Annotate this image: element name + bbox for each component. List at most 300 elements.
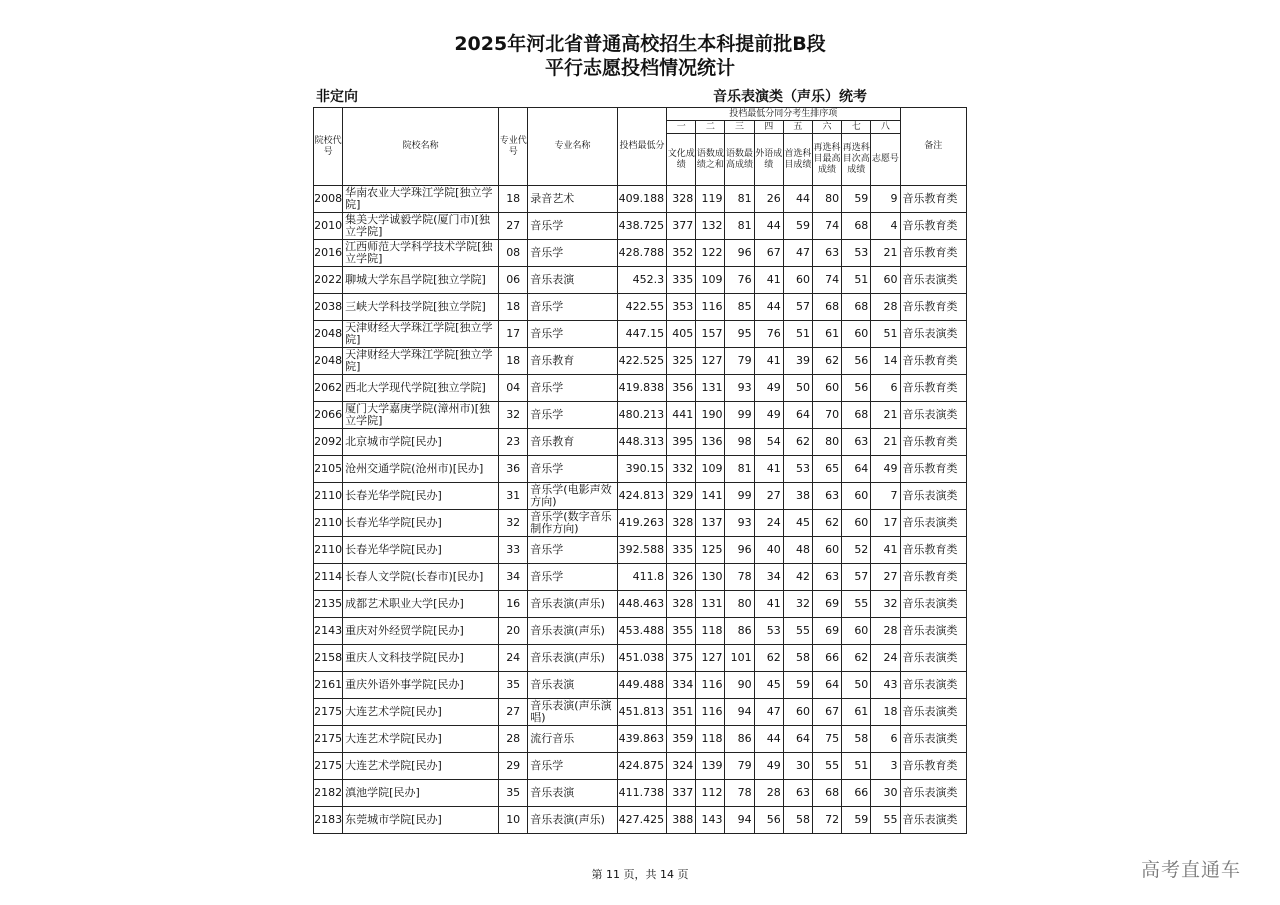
cell-major-name: 音乐学 xyxy=(528,375,618,402)
cell-remark: 音乐表演类 xyxy=(900,672,967,699)
cell-second-subject-max: 74 xyxy=(812,213,841,240)
cell-second-subject-max: 66 xyxy=(812,645,841,672)
cell-second-subject-next: 55 xyxy=(842,591,871,618)
cell-first-subject-score: 30 xyxy=(783,753,812,780)
cell-foreign-lang-score: 49 xyxy=(754,402,783,429)
cell-foreign-lang-score: 41 xyxy=(754,591,783,618)
cell-culture-score: 356 xyxy=(667,375,696,402)
cell-culture-score: 359 xyxy=(667,726,696,753)
header-ordinal: 七 xyxy=(842,121,871,134)
cell-choice-number: 9 xyxy=(871,186,900,213)
table-row xyxy=(314,645,967,672)
cell-first-subject-score: 51 xyxy=(783,321,812,348)
cell-choice-number: 41 xyxy=(871,537,900,564)
cell-school-code: 2114 xyxy=(314,564,343,591)
cell-foreign-lang-score: 27 xyxy=(754,483,783,510)
cell-second-subject-max: 72 xyxy=(812,807,841,834)
cell-school-name: 重庆对外经贸学院[民办] xyxy=(343,618,499,645)
cell-culture-score: 328 xyxy=(667,591,696,618)
cell-chinese-math-sum: 109 xyxy=(696,267,725,294)
table-row xyxy=(314,186,967,213)
header-min-score: 投档最低分 xyxy=(617,108,666,186)
cell-school-name: 重庆外语外事学院[民办] xyxy=(343,672,499,699)
cell-school-name: 东莞城市学院[民办] xyxy=(343,807,499,834)
cell-foreign-lang-score: 34 xyxy=(754,564,783,591)
table-row xyxy=(314,456,967,483)
cell-chinese-math-max: 81 xyxy=(725,186,754,213)
cell-major-name: 音乐表演(声乐) xyxy=(528,591,618,618)
cell-chinese-math-sum: 139 xyxy=(696,753,725,780)
header-school-name: 院校名称 xyxy=(343,108,499,186)
header-tie-item: 再选科目最高成绩 xyxy=(812,134,841,186)
table-row xyxy=(314,537,967,564)
cell-remark: 音乐表演类 xyxy=(900,510,967,537)
cell-chinese-math-max: 79 xyxy=(725,753,754,780)
cell-chinese-math-max: 90 xyxy=(725,672,754,699)
cell-chinese-math-sum: 132 xyxy=(696,213,725,240)
page-title-line1: 2025年河北省普通高校招生本科提前批B段 xyxy=(454,33,826,55)
cell-choice-number: 27 xyxy=(871,564,900,591)
cell-major-code: 18 xyxy=(499,186,528,213)
cell-min-score: 448.463 xyxy=(617,591,666,618)
cell-foreign-lang-score: 44 xyxy=(754,294,783,321)
cell-school-code: 2175 xyxy=(314,726,343,753)
cell-first-subject-score: 57 xyxy=(783,294,812,321)
cell-first-subject-score: 42 xyxy=(783,564,812,591)
cell-major-name: 流行音乐 xyxy=(528,726,618,753)
cell-major-name: 音乐学 xyxy=(528,240,618,267)
cell-second-subject-max: 69 xyxy=(812,591,841,618)
cell-major-name: 音乐学 xyxy=(528,456,618,483)
cell-min-score: 451.813 xyxy=(617,699,666,726)
cell-chinese-math-max: 81 xyxy=(725,213,754,240)
cell-major-name: 音乐学 xyxy=(528,294,618,321)
cell-major-name: 音乐学 xyxy=(528,753,618,780)
cell-second-subject-next: 60 xyxy=(842,321,871,348)
cell-chinese-math-max: 85 xyxy=(725,294,754,321)
cell-chinese-math-sum: 137 xyxy=(696,510,725,537)
cell-foreign-lang-score: 26 xyxy=(754,186,783,213)
cell-remark: 音乐教育类 xyxy=(900,537,967,564)
header-ordinal: 八 xyxy=(871,121,900,134)
cell-min-score: 422.55 xyxy=(617,294,666,321)
cell-second-subject-next: 56 xyxy=(842,348,871,375)
cell-min-score: 390.15 xyxy=(617,456,666,483)
cell-culture-score: 405 xyxy=(667,321,696,348)
cell-foreign-lang-score: 44 xyxy=(754,726,783,753)
cell-culture-score: 395 xyxy=(667,429,696,456)
cell-chinese-math-sum: 116 xyxy=(696,699,725,726)
cell-second-subject-next: 53 xyxy=(842,240,871,267)
cell-major-name: 音乐表演 xyxy=(528,672,618,699)
cell-chinese-math-sum: 119 xyxy=(696,186,725,213)
cell-chinese-math-max: 99 xyxy=(725,402,754,429)
cell-chinese-math-sum: 118 xyxy=(696,618,725,645)
cell-school-name: 沧州交通学院(沧州市)[民办] xyxy=(343,456,499,483)
cell-culture-score: 326 xyxy=(667,564,696,591)
cell-chinese-math-sum: 143 xyxy=(696,807,725,834)
header-tie-group: 投档最低分同分考生排序项 xyxy=(667,108,900,121)
cell-second-subject-max: 68 xyxy=(812,780,841,807)
cell-second-subject-next: 50 xyxy=(842,672,871,699)
cell-min-score: 424.875 xyxy=(617,753,666,780)
cell-choice-number: 51 xyxy=(871,321,900,348)
cell-second-subject-next: 58 xyxy=(842,726,871,753)
header-tie-item: 文化成绩 xyxy=(667,134,696,186)
cell-second-subject-next: 57 xyxy=(842,564,871,591)
cell-min-score: 447.15 xyxy=(617,321,666,348)
cell-school-code: 2110 xyxy=(314,537,343,564)
table-row xyxy=(314,672,967,699)
cell-school-name: 厦门大学嘉庚学院(漳州市)[独立学院] xyxy=(343,402,499,429)
table-row xyxy=(314,510,967,537)
table-row xyxy=(314,564,967,591)
cell-choice-number: 43 xyxy=(871,672,900,699)
cell-first-subject-score: 53 xyxy=(783,456,812,483)
cell-remark: 音乐表演类 xyxy=(900,483,967,510)
cell-foreign-lang-score: 47 xyxy=(754,699,783,726)
header-ordinal: 四 xyxy=(754,121,783,134)
cell-major-name: 音乐表演 xyxy=(528,267,618,294)
cell-chinese-math-sum: 109 xyxy=(696,456,725,483)
cell-foreign-lang-score: 44 xyxy=(754,213,783,240)
header-ordinal: 五 xyxy=(783,121,812,134)
cell-school-name: 天津财经大学珠江学院[独立学院] xyxy=(343,321,499,348)
cell-school-code: 2105 xyxy=(314,456,343,483)
cell-second-subject-next: 62 xyxy=(842,645,871,672)
cell-second-subject-max: 65 xyxy=(812,456,841,483)
admission-table xyxy=(313,107,967,834)
cell-second-subject-max: 61 xyxy=(812,321,841,348)
cell-chinese-math-max: 78 xyxy=(725,780,754,807)
cell-remark: 音乐表演类 xyxy=(900,618,967,645)
page-title-line2: 平行志愿投档情况统计 xyxy=(544,57,735,79)
cell-second-subject-next: 63 xyxy=(842,429,871,456)
cell-culture-score: 325 xyxy=(667,348,696,375)
cell-chinese-math-sum: 122 xyxy=(696,240,725,267)
cell-min-score: 428.788 xyxy=(617,240,666,267)
cell-remark: 音乐教育类 xyxy=(900,753,967,780)
cell-choice-number: 21 xyxy=(871,402,900,429)
cell-second-subject-max: 63 xyxy=(812,240,841,267)
cell-remark: 音乐表演类 xyxy=(900,402,967,429)
cell-second-subject-max: 63 xyxy=(812,564,841,591)
cell-culture-score: 328 xyxy=(667,510,696,537)
cell-second-subject-max: 69 xyxy=(812,618,841,645)
cell-foreign-lang-score: 53 xyxy=(754,618,783,645)
cell-school-code: 2183 xyxy=(314,807,343,834)
header-tie-item: 再选科目次高成绩 xyxy=(842,134,871,186)
table-row xyxy=(314,726,967,753)
cell-major-name: 音乐学 xyxy=(528,321,618,348)
cell-choice-number: 28 xyxy=(871,294,900,321)
header-tie-item: 志愿号 xyxy=(871,134,900,186)
cell-school-name: 长春人文学院(长春市)[民办] xyxy=(343,564,499,591)
cell-chinese-math-max: 93 xyxy=(725,375,754,402)
cell-culture-score: 335 xyxy=(667,537,696,564)
cell-chinese-math-max: 99 xyxy=(725,483,754,510)
cell-remark: 音乐教育类 xyxy=(900,456,967,483)
cell-school-code: 2161 xyxy=(314,672,343,699)
cell-second-subject-max: 62 xyxy=(812,510,841,537)
subtitle-major-type: 音乐表演类（声乐）统考 xyxy=(713,89,867,105)
cell-school-code: 2062 xyxy=(314,375,343,402)
cell-remark: 音乐表演类 xyxy=(900,726,967,753)
cell-remark: 音乐表演类 xyxy=(900,699,967,726)
cell-chinese-math-max: 95 xyxy=(725,321,754,348)
cell-culture-score: 441 xyxy=(667,402,696,429)
cell-school-code: 2016 xyxy=(314,240,343,267)
cell-remark: 音乐表演类 xyxy=(900,321,967,348)
cell-chinese-math-sum: 157 xyxy=(696,321,725,348)
header-ordinal: 六 xyxy=(812,121,841,134)
cell-second-subject-next: 51 xyxy=(842,753,871,780)
header-tie-item: 外语成绩 xyxy=(754,134,783,186)
cell-first-subject-score: 62 xyxy=(783,429,812,456)
cell-foreign-lang-score: 67 xyxy=(754,240,783,267)
header-tie-item: 首选科目成绩 xyxy=(783,134,812,186)
table-row xyxy=(314,807,967,834)
table-row xyxy=(314,402,967,429)
cell-choice-number: 14 xyxy=(871,348,900,375)
cell-school-code: 2158 xyxy=(314,645,343,672)
cell-second-subject-max: 55 xyxy=(812,753,841,780)
cell-major-code: 33 xyxy=(499,537,528,564)
cell-remark: 音乐表演类 xyxy=(900,267,967,294)
cell-foreign-lang-score: 41 xyxy=(754,267,783,294)
cell-chinese-math-sum: 141 xyxy=(696,483,725,510)
cell-second-subject-max: 63 xyxy=(812,483,841,510)
cell-culture-score: 377 xyxy=(667,213,696,240)
cell-major-name: 音乐教育 xyxy=(528,348,618,375)
cell-culture-score: 332 xyxy=(667,456,696,483)
cell-major-name: 音乐学(数字音乐制作方向) xyxy=(528,510,618,537)
cell-school-name: 三峡大学科技学院[独立学院] xyxy=(343,294,499,321)
cell-school-name: 北京城市学院[民办] xyxy=(343,429,499,456)
cell-foreign-lang-score: 41 xyxy=(754,348,783,375)
cell-chinese-math-max: 96 xyxy=(725,537,754,564)
cell-school-code: 2175 xyxy=(314,699,343,726)
cell-major-name: 音乐学 xyxy=(528,402,618,429)
table-row xyxy=(314,348,967,375)
cell-second-subject-max: 80 xyxy=(812,186,841,213)
cell-choice-number: 6 xyxy=(871,375,900,402)
cell-chinese-math-max: 78 xyxy=(725,564,754,591)
cell-first-subject-score: 39 xyxy=(783,348,812,375)
cell-major-code: 27 xyxy=(499,213,528,240)
cell-second-subject-next: 61 xyxy=(842,699,871,726)
cell-school-name: 成都艺术职业大学[民办] xyxy=(343,591,499,618)
cell-foreign-lang-score: 49 xyxy=(754,753,783,780)
cell-chinese-math-sum: 130 xyxy=(696,564,725,591)
cell-second-subject-max: 75 xyxy=(812,726,841,753)
cell-choice-number: 18 xyxy=(871,699,900,726)
cell-foreign-lang-score: 45 xyxy=(754,672,783,699)
header-ordinal: 三 xyxy=(725,121,754,134)
cell-choice-number: 28 xyxy=(871,618,900,645)
cell-school-code: 2092 xyxy=(314,429,343,456)
cell-choice-number: 30 xyxy=(871,780,900,807)
cell-chinese-math-max: 94 xyxy=(725,807,754,834)
cell-chinese-math-max: 93 xyxy=(725,510,754,537)
cell-foreign-lang-score: 49 xyxy=(754,375,783,402)
header-major-name: 专业名称 xyxy=(528,108,618,186)
cell-major-name: 音乐学 xyxy=(528,213,618,240)
cell-foreign-lang-score: 54 xyxy=(754,429,783,456)
cell-second-subject-next: 68 xyxy=(842,213,871,240)
table-row xyxy=(314,618,967,645)
cell-choice-number: 60 xyxy=(871,267,900,294)
cell-chinese-math-max: 101 xyxy=(725,645,754,672)
header-school-code: 院校代号 xyxy=(314,108,343,186)
cell-major-code: 10 xyxy=(499,807,528,834)
cell-chinese-math-sum: 136 xyxy=(696,429,725,456)
cell-min-score: 419.838 xyxy=(617,375,666,402)
cell-culture-score: 335 xyxy=(667,267,696,294)
cell-school-name: 江西师范大学科学技术学院[独立学院] xyxy=(343,240,499,267)
cell-chinese-math-sum: 127 xyxy=(696,348,725,375)
cell-school-code: 2110 xyxy=(314,483,343,510)
cell-culture-score: 351 xyxy=(667,699,696,726)
cell-school-name: 大连艺术学院[民办] xyxy=(343,753,499,780)
cell-school-name: 聊城大学东昌学院[独立学院] xyxy=(343,267,499,294)
cell-second-subject-next: 66 xyxy=(842,780,871,807)
cell-school-name: 长春光华学院[民办] xyxy=(343,483,499,510)
header-ordinal: 二 xyxy=(696,121,725,134)
table-row xyxy=(314,375,967,402)
cell-first-subject-score: 58 xyxy=(783,807,812,834)
cell-chinese-math-sum: 127 xyxy=(696,645,725,672)
cell-first-subject-score: 55 xyxy=(783,618,812,645)
cell-school-name: 重庆人文科技学院[民办] xyxy=(343,645,499,672)
table-row xyxy=(314,321,967,348)
cell-culture-score: 352 xyxy=(667,240,696,267)
watermark: 高考直通车 xyxy=(1141,859,1242,881)
cell-culture-score: 375 xyxy=(667,645,696,672)
cell-first-subject-score: 60 xyxy=(783,267,812,294)
cell-foreign-lang-score: 62 xyxy=(754,645,783,672)
cell-major-code: 16 xyxy=(499,591,528,618)
cell-school-code: 2182 xyxy=(314,780,343,807)
cell-major-name: 音乐表演(声乐演唱) xyxy=(528,699,618,726)
cell-school-name: 大连艺术学院[民办] xyxy=(343,726,499,753)
cell-major-code: 34 xyxy=(499,564,528,591)
cell-chinese-math-max: 94 xyxy=(725,699,754,726)
cell-remark: 音乐教育类 xyxy=(900,213,967,240)
cell-min-score: 439.863 xyxy=(617,726,666,753)
cell-culture-score: 353 xyxy=(667,294,696,321)
cell-second-subject-next: 68 xyxy=(842,294,871,321)
cell-foreign-lang-score: 24 xyxy=(754,510,783,537)
cell-second-subject-max: 70 xyxy=(812,402,841,429)
subtitle-category: 非定向 xyxy=(316,89,358,105)
cell-first-subject-score: 59 xyxy=(783,213,812,240)
cell-choice-number: 3 xyxy=(871,753,900,780)
cell-second-subject-max: 60 xyxy=(812,375,841,402)
cell-chinese-math-sum: 125 xyxy=(696,537,725,564)
cell-remark: 音乐表演类 xyxy=(900,591,967,618)
cell-culture-score: 388 xyxy=(667,807,696,834)
header-ordinal: 一 xyxy=(667,121,696,134)
cell-second-subject-max: 67 xyxy=(812,699,841,726)
cell-chinese-math-sum: 190 xyxy=(696,402,725,429)
cell-choice-number: 21 xyxy=(871,240,900,267)
cell-first-subject-score: 48 xyxy=(783,537,812,564)
cell-school-name: 长春光华学院[民办] xyxy=(343,537,499,564)
cell-first-subject-score: 64 xyxy=(783,402,812,429)
cell-choice-number: 17 xyxy=(871,510,900,537)
cell-min-score: 480.213 xyxy=(617,402,666,429)
cell-chinese-math-max: 79 xyxy=(725,348,754,375)
cell-first-subject-score: 60 xyxy=(783,699,812,726)
cell-chinese-math-max: 86 xyxy=(725,618,754,645)
cell-chinese-math-sum: 112 xyxy=(696,780,725,807)
cell-chinese-math-sum: 118 xyxy=(696,726,725,753)
cell-second-subject-max: 80 xyxy=(812,429,841,456)
cell-first-subject-score: 38 xyxy=(783,483,812,510)
cell-second-subject-next: 60 xyxy=(842,510,871,537)
cell-second-subject-next: 56 xyxy=(842,375,871,402)
cell-school-code: 2038 xyxy=(314,294,343,321)
cell-culture-score: 329 xyxy=(667,483,696,510)
cell-first-subject-score: 63 xyxy=(783,780,812,807)
cell-school-code: 2143 xyxy=(314,618,343,645)
cell-school-name: 长春光华学院[民办] xyxy=(343,510,499,537)
table-row xyxy=(314,267,967,294)
cell-school-name: 滇池学院[民办] xyxy=(343,780,499,807)
cell-school-name: 华南农业大学珠江学院[独立学院] xyxy=(343,186,499,213)
cell-chinese-math-max: 76 xyxy=(725,267,754,294)
cell-culture-score: 328 xyxy=(667,186,696,213)
table-row xyxy=(314,429,967,456)
page-footer: 第 11 页，共 14 页 xyxy=(591,868,689,881)
cell-major-code: 18 xyxy=(499,348,528,375)
cell-culture-score: 324 xyxy=(667,753,696,780)
cell-min-score: 427.425 xyxy=(617,807,666,834)
cell-major-name: 音乐学 xyxy=(528,564,618,591)
cell-major-code: 35 xyxy=(499,780,528,807)
cell-school-code: 2110 xyxy=(314,510,343,537)
cell-first-subject-score: 64 xyxy=(783,726,812,753)
cell-major-code: 31 xyxy=(499,483,528,510)
table-row xyxy=(314,240,967,267)
cell-second-subject-max: 60 xyxy=(812,537,841,564)
cell-major-code: 20 xyxy=(499,618,528,645)
cell-second-subject-next: 60 xyxy=(842,618,871,645)
cell-major-code: 32 xyxy=(499,510,528,537)
cell-remark: 音乐教育类 xyxy=(900,348,967,375)
cell-chinese-math-max: 80 xyxy=(725,591,754,618)
cell-remark: 音乐表演类 xyxy=(900,780,967,807)
cell-major-code: 18 xyxy=(499,294,528,321)
cell-major-code: 32 xyxy=(499,402,528,429)
cell-major-name: 音乐表演(声乐) xyxy=(528,807,618,834)
cell-choice-number: 21 xyxy=(871,429,900,456)
cell-major-code: 06 xyxy=(499,267,528,294)
cell-remark: 音乐表演类 xyxy=(900,645,967,672)
cell-min-score: 449.488 xyxy=(617,672,666,699)
cell-culture-score: 355 xyxy=(667,618,696,645)
cell-school-code: 2048 xyxy=(314,321,343,348)
cell-second-subject-next: 64 xyxy=(842,456,871,483)
cell-school-code: 2010 xyxy=(314,213,343,240)
cell-school-code: 2135 xyxy=(314,591,343,618)
cell-chinese-math-sum: 131 xyxy=(696,375,725,402)
cell-major-code: 35 xyxy=(499,672,528,699)
cell-min-score: 424.813 xyxy=(617,483,666,510)
cell-min-score: 448.313 xyxy=(617,429,666,456)
cell-foreign-lang-score: 56 xyxy=(754,807,783,834)
